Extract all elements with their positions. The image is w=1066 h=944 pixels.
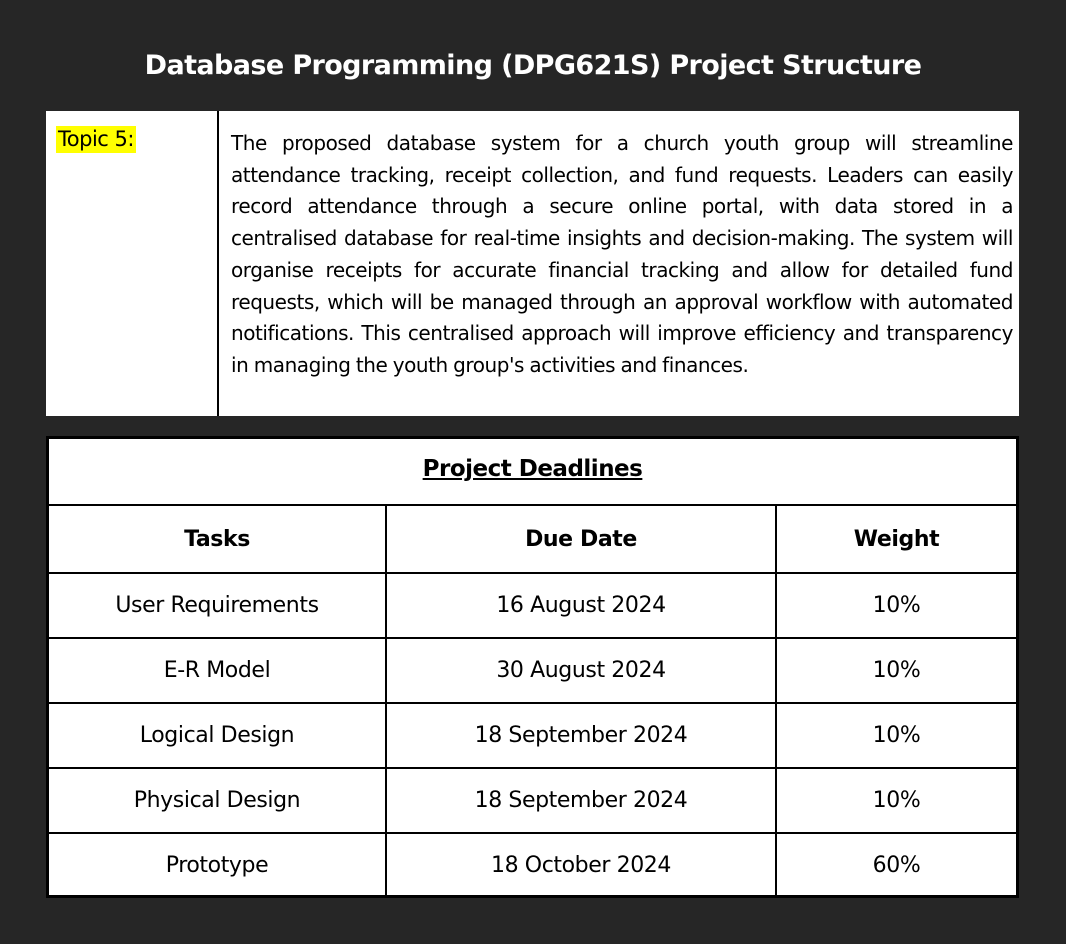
task-cell: Logical Design xyxy=(49,703,386,768)
deadlines-grid xyxy=(49,506,1016,897)
weight-cell: 10% xyxy=(776,703,1016,768)
table-row xyxy=(49,573,1016,638)
weight-cell: 10% xyxy=(776,768,1016,833)
table-row xyxy=(49,833,1016,897)
column-header-weight: Weight xyxy=(776,506,1016,573)
topic-description: The proposed database system for a church youth group will streamline attendance tracking, receipt collection, and fund requests. Leaders can easily record attendance through a secure online portal, with data stored in a centralised database for real-time insights and decision-making. The system will organise receipts for accurate financial tracking and allow for detailed fund requests, which will be managed through an approval workflow with automated notifications. This centralised approach will improve efficiency and transparency in managing the youth group's activities and finances. xyxy=(231,131,1013,377)
task-cell: Prototype xyxy=(49,833,386,897)
deadlines-title: Project Deadlines xyxy=(422,456,643,482)
table-row xyxy=(49,703,1016,768)
topic-description-cell xyxy=(219,111,1019,416)
task-cell: Physical Design xyxy=(49,768,386,833)
topic-label-cell xyxy=(46,111,219,416)
weight-cell: 10% xyxy=(776,573,1016,638)
due-date-cell: 18 September 2024 xyxy=(386,768,776,833)
deadlines-title-row xyxy=(49,439,1016,506)
weight-cell: 60% xyxy=(872,853,921,878)
column-header-tasks: Tasks xyxy=(49,506,386,573)
table-row xyxy=(49,768,1016,833)
due-date-cell: 16 August 2024 xyxy=(386,573,776,638)
column-header-due-date: Due Date xyxy=(386,506,776,573)
task-cell: User Requirements xyxy=(49,573,386,638)
due-date-cell: 18 October 2024 xyxy=(386,833,776,897)
due-date-cell: 18 September 2024 xyxy=(386,703,776,768)
task-cell: E-R Model xyxy=(49,638,386,703)
deadlines-table xyxy=(46,436,1019,898)
header-row xyxy=(49,506,1016,573)
table-row xyxy=(49,638,1016,703)
topic-label: Topic 5: xyxy=(58,127,134,151)
page-title: Database Programming (DPG621S) Project Structure xyxy=(144,50,922,81)
due-date-cell: 30 August 2024 xyxy=(386,638,776,703)
weight-cell: 10% xyxy=(776,638,1016,703)
topic-table xyxy=(46,111,1019,416)
